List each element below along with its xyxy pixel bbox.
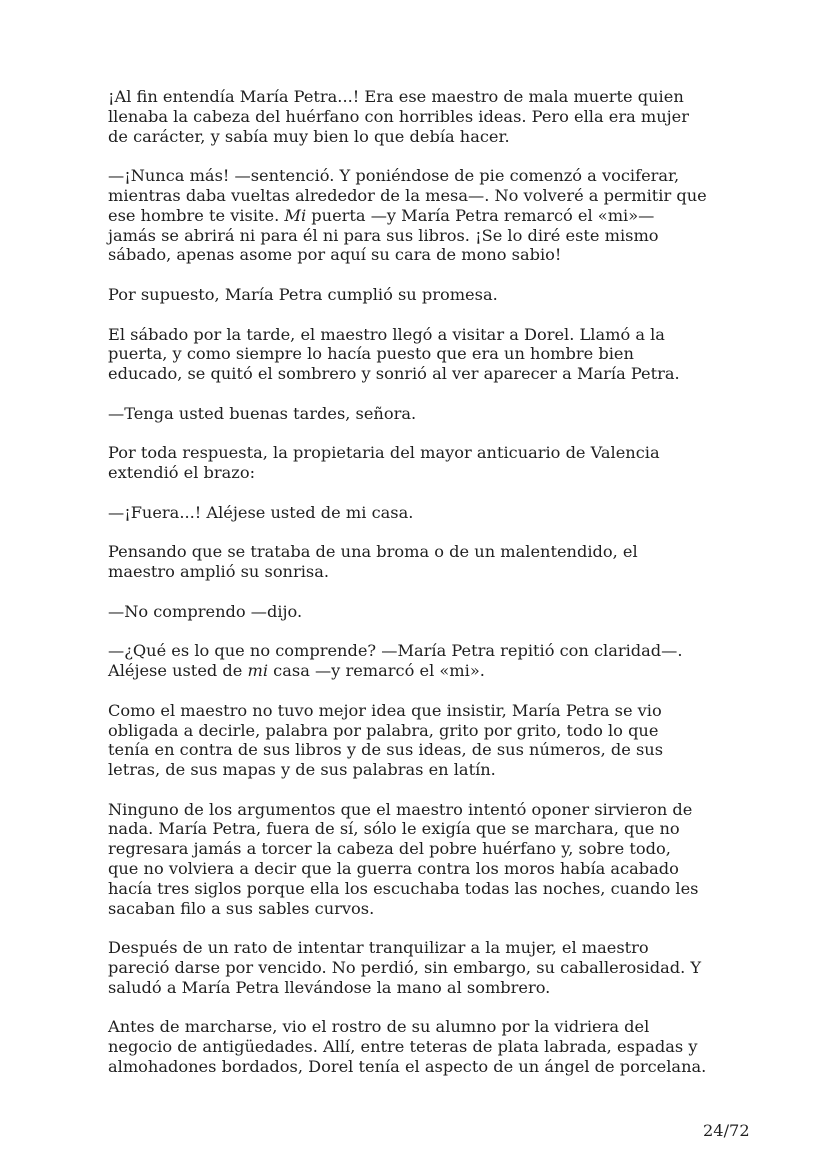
text-segment: —¡Nunca más! —sentenció. Y poniéndose de pie comenzó a vociferar, mientras daba vueltas alrededor de la mesa—. No volveré a permitir que ese hombre te visite. (108, 166, 707, 225)
text-line: negocio de antigüedades. Allí, entre teteras de plata labrada, espadas y (108, 1037, 698, 1057)
text-segment: casa —y remarcó el «mi». (268, 661, 485, 681)
text-line: Como el maestro no tuvo mejor idea que insistir, María Petra se vio (108, 700, 662, 720)
text-line: —No comprendo —dijo. (108, 601, 303, 621)
text-line: tenía en contra de sus libros y de sus ideas, de sus números, de sus (108, 740, 664, 760)
text-line: extendió el brazo: (108, 463, 256, 483)
text-line: —Tenga usted buenas tardes, señora. (108, 403, 417, 423)
paragraph (108, 701, 728, 780)
text-line: educado, se quitó el sombrero y sonrió al ver aparecer a María Petra. (108, 364, 680, 384)
paragraph (108, 542, 728, 582)
text-line: —¡Fuera...! Aléjese usted de mi casa. (108, 502, 414, 522)
text-line: ¡Al fin entendía María Petra...! Era ese maestro de mala muerte quien (108, 87, 684, 106)
paragraph (108, 404, 728, 424)
text-line: sacaban filo a sus sables curvos. (108, 898, 375, 918)
text-line: Ninguno de los argumentos que el maestro intentó oponer sirvieron de (108, 799, 693, 819)
text-line: maestro amplió su sonrisa. (108, 562, 330, 582)
text-line: regresara jamás a torcer la cabeza del pobre huérfano y, sobre todo, (108, 839, 671, 859)
text-line: Antes de marcharse, vio el rostro de su alumno por la vidriera del (108, 1017, 650, 1037)
text-line: puerta, y como siempre lo hacía puesto que era un hombre bien (108, 344, 634, 364)
text-line: nada. María Petra, fuera de sí, sólo le exigía que se marchara, que no (108, 819, 680, 839)
paragraph (108, 1017, 728, 1076)
text-line: almohadones bordados, Dorel tenía el aspecto de un ángel de porcelana. (108, 1057, 707, 1077)
paragraph (108, 285, 728, 305)
text-line: Después de un rato de intentar tranquilizar a la mujer, el maestro (108, 938, 649, 958)
text-line: de carácter, y sabía muy bien lo que debía hacer. (108, 126, 510, 146)
paragraph-list (108, 87, 728, 1077)
text-line: Por supuesto, María Petra cumplió su promesa. (108, 284, 498, 304)
emphasis-text: mi (247, 661, 269, 681)
paragraph (108, 325, 728, 384)
paragraph (108, 641, 728, 681)
text-line: letras, de sus mapas y de sus palabras en latín. (108, 760, 496, 780)
paragraph (108, 800, 728, 919)
text-line: obligada a decirle, palabra por palabra, grito por grito, todo lo que (108, 720, 659, 740)
paragraph (108, 87, 728, 146)
paragraph (108, 503, 728, 523)
paragraph (108, 938, 728, 997)
text-line: que no volviera a decir que la guerra contra los moros había acabado (108, 859, 679, 879)
paragraph (108, 602, 728, 622)
page-number: 24/72 (703, 1121, 750, 1140)
paragraph (108, 166, 728, 265)
text-line: pareció darse por vencido. No perdió, sin embargo, su caballerosidad. Y (108, 958, 702, 978)
document-body (108, 87, 728, 1097)
text-line: Pensando que se trataba de una broma o de un malentendido, el (108, 542, 638, 562)
text-segment: puerta —y María Petra remarcó el «mi»— jamás se abrirá ni para él ni para sus libros. ¡Se lo diré este mismo sábado, apenas asome por aquí su cara de mono sabio! (108, 205, 659, 265)
text-line: hacía tres siglos porque ella los escuchaba todas las noches, cuando les (108, 878, 699, 898)
text-segment: —¿Qué es lo que no comprende? —María Petra repitió con claridad—. Aléjese usted de (108, 641, 683, 681)
text-line: Por toda respuesta, la propietaria del mayor anticuario de Valencia (108, 443, 660, 463)
text-line: El sábado por la tarde, el maestro llegó a visitar a Dorel. Llamó a la (108, 324, 665, 344)
text-line: saludó a María Petra llevándose la mano al sombrero. (108, 977, 551, 997)
paragraph (108, 443, 728, 483)
emphasis-text: Mi (284, 205, 307, 225)
text-line: llenaba la cabeza del huérfano con horribles ideas. Pero ella era mujer (108, 106, 689, 126)
